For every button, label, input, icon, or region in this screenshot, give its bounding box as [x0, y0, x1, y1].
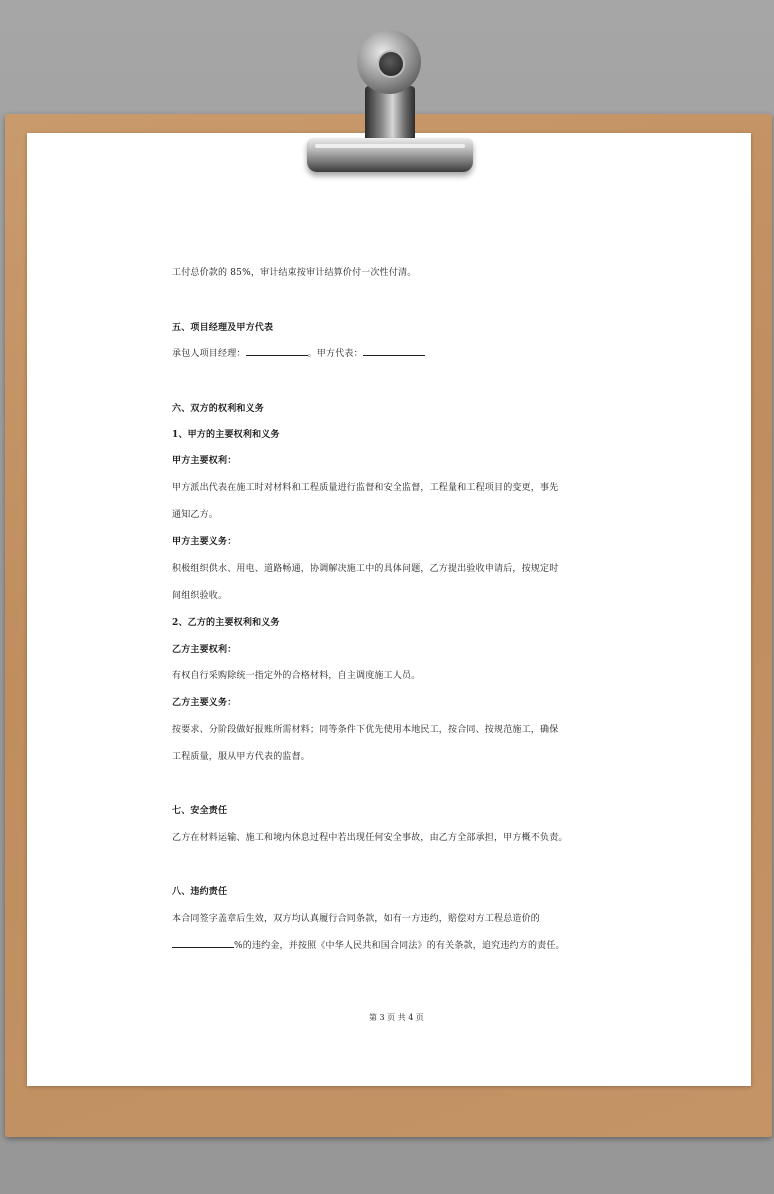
- section-6-2-title: 2、乙方的主要权利和义务: [172, 618, 280, 628]
- clip-neck: [365, 86, 415, 142]
- paragraph-line: 有权自行采购除统一指定外的合格材料，自主调度施工人员。: [172, 671, 421, 681]
- paragraph-line: 按要求、分阶段做好报账所需材料；同等条件下优先使用本地民工，按合同、按规范施工，确保: [172, 725, 559, 735]
- paragraph-line: 积极组织供水、用电、道路畅通，协调解决施工中的具体问题，乙方提出验收申请后，按规定时: [172, 564, 559, 574]
- section-8-title: 八、违约责任: [172, 887, 228, 897]
- b-duties-title: 乙方主要义务：: [172, 698, 237, 708]
- paragraph-line: 间组织验收。: [172, 591, 228, 601]
- paragraph-line: 乙方在材料运输、施工和境内休息过程中若出现任何安全事故，由乙方全部承担，甲方概不负责。: [172, 833, 568, 843]
- penalty-blank: [172, 938, 234, 948]
- section-6-1-title: 1、甲方的主要权利和义务: [172, 430, 280, 440]
- section-5-text: [172, 346, 425, 359]
- a-duties-title: 甲方主要义务：: [172, 537, 237, 547]
- rep-label: 。甲方代表：: [307, 349, 363, 359]
- a-rights-title: 甲方主要权利：: [172, 456, 237, 466]
- paragraph-line: 工付总价款的 85%，审计结束按审计结算价付一次性付清。: [172, 268, 417, 278]
- section-5-title: 五、项目经理及甲方代表: [172, 323, 274, 333]
- b-rights-title: 乙方主要权利：: [172, 645, 237, 655]
- page-footer: 第 3 页 共 4 页: [369, 1013, 424, 1022]
- manager-label: 承包人项目经理：: [172, 349, 246, 359]
- paragraph-line: 甲方派出代表在施工时对材料和工程质量进行监督和安全监督，工程量和工程项目的变更，事先: [172, 483, 559, 493]
- section-6-title: 六、双方的权利和义务: [172, 404, 265, 414]
- clip-base: [307, 138, 473, 172]
- rep-blank: [363, 346, 425, 356]
- paragraph-line: 通知乙方。: [172, 510, 219, 520]
- clip-ring-icon: [357, 30, 421, 94]
- penalty-text: %的违约金，并按照《中华人民共和国合同法》的有关条款，追究违约方的责任。: [234, 941, 565, 951]
- manager-blank: [246, 346, 308, 356]
- section-7-title: 七、安全责任: [172, 806, 228, 816]
- paragraph-line: 工程质量，服从甲方代表的监督。: [172, 752, 311, 762]
- paragraph-line: 本合同签字盖章后生效，双方均认真履行合同条款，如有一方违约，赔偿对方工程总造价的: [172, 914, 541, 924]
- penalty-line: [172, 938, 565, 951]
